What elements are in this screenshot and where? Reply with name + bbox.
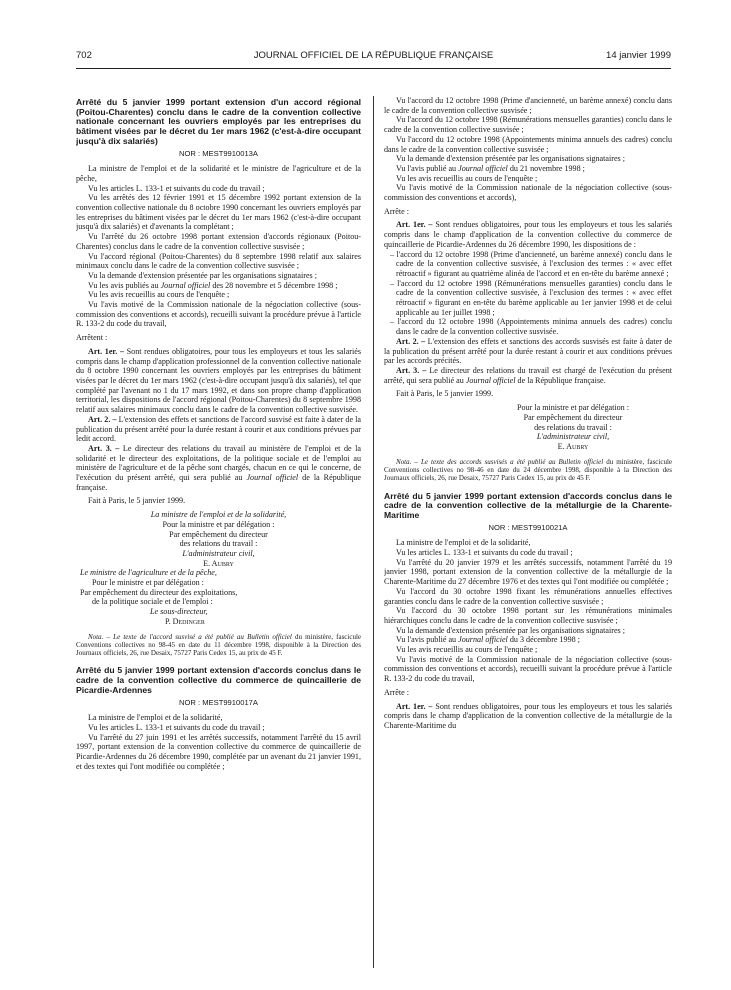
paragraph: Vu les avis recueillis au cours de l'enquête ; [396,645,538,655]
paragraph: Vu l'arrêté du 20 janvier 1979 et les arrêtés successifs, notamment l'arrêté du 19 janvier 1998, portant extension de la convention collective de la métallurgie de la Charente-Maritime du 27 décembre 1976 et des textes qui l'ont modifiée ou complétée ; [384,557,672,587]
journal-title: JOURNAL OFFICIEL DE LA RÉPUBLIQUE FRANÇAISE [253,50,494,61]
paragraph: Vu l'accord du 12 octobre 1998 (Rémunérations mensuelles garanties) conclu dans le cadre de la convention collective susvisée ; [384,115,672,135]
paragraph: Vu l'arrêté du 26 octobre 1998 portant extension d'accords régionaux (Poitou-Charentes) conclus dans le cadre de la convention collective susvisée ; [76,232,361,251]
paragraph: Vu les avis recueillis au cours de l'enquête ; [396,173,538,183]
page-header [76,50,671,64]
paragraph: Vu la demande d'extension présentée par les organisations signataires ; [396,625,625,635]
decree-title: Arrêté du 5 janvier 1999 portant extension d'un accord régional (Poitou-Charentes) conclu dans le cadre de la convention collective nationale concernant les ouvriers employés par les entreprises du bâtiment visées par le décret du 1er mars 1962 (c'est-à-dire occupant jusqu'à dix salariés) [76,98,361,146]
paragraph: La ministre de l'emploi et de la solidarité et le ministre de l'agriculture et de la pêche, [76,164,361,183]
nota: Nota. – Le texte des accords susvisés a été publié au Bulletin officiel du ministère, fascicule Conventions collectives no 98-46 en date du 24 décembre 1998, disponible à la Direction des Journaux officiels, 26, rue Desaix, 75727 Paris Cedex 15, au prix de 45 F. [384,457,672,483]
decree-quincaillerie-continued [384,96,672,483]
arrete-heading: Arrête : [384,687,409,697]
signing-place-date: Fait à Paris, le 5 janvier 1999. [88,496,186,506]
paragraph: La ministre de l'emploi et de la solidarité, [88,713,223,723]
paragraph: Vu les avis recueillis au cours de l'enquête ; [88,290,230,300]
signature-block: Pour la ministre et par délégation : Par empêchement du directeur des relations du travail : L'administrateur civil, E. Aubry [384,403,672,452]
paragraph: Vu la demande d'extension présentée par les organisations signataires ; [396,154,625,164]
signature-block-agriculture: Le ministre de l'agriculture et de la pêche, Pour le ministre et par délégation : Par empêchement du directeur des exploitations, de la politique sociale et de l'emploi : Le sous-directeur, P. Dedinger [80,568,361,626]
signing-place-date: Fait à Paris, le 5 janvier 1999. [396,389,494,399]
nor-reference: NOR : MEST9910021A [488,522,568,532]
issue-date: 14 janvier 1999 [606,50,671,61]
dash-item: – l'accord du 12 octobre 1998 (Prime d'ancienneté, un barème annexé) conclu dans le cadre de la convention collective susvisée, à l'exclusion des termes : « avec effet rétroactif » figurant au quatrième alinéa de l'accord et en en-tête du barème annexé ; [390,249,672,278]
right-column [384,96,672,980]
paragraph: La ministre de l'emploi et de la solidarité, [396,538,531,548]
paragraph: Vu l'avis motivé de la Commission nationale de la négociation collective (sous-commission des conventions et accords), recueilli suivant la procédure prévue à l'article R. 133-2 du code du travail, [76,300,361,329]
nor-reference: NOR : MEST9910013A [179,148,258,158]
paragraph: Vu l'avis publié au Journal officiel du 21 novembre 1998 ; [396,163,585,173]
paragraph: Vu l'arrêté du 27 juin 1991 et les arrêtés successifs, notamment l'arrêté du 15 avril 1997, portant extension de la convention collective du commerce de quincaillerie de Picardie-Ardennes du 26 décembre 1990, complétée par un avenant du 21 janvier 1991, et des textes qui l'ont modifiée ou complétée ; [76,732,361,771]
paragraph: Vu l'avis motivé de la Commission nationale de la négociation collective (sous-commission des conventions et accords), recueilli suivant la procédure prévue à l'article R. 133-2 du code du travail, [384,654,672,684]
nor-reference: NOR : MEST9910017A [179,697,258,707]
paragraph: Vu l'avis motivé de la Commission nationale de la négociation collective (sous-commission des conventions et accords), [384,183,672,203]
paragraph: Vu les arrêtés des 12 février 1991 et 15 décembre 1992 portant extension de la convention collective nationale du 8 octobre 1990 concernant les ouvriers employés par les entreprises du bâtiment visées par le décret du 1er mars 1962 (c'est-à-dire occupant jusqu'à dix salariés) et d'avenants la complétant ; [76,193,361,232]
article-3: Art. 3. – Le directeur des relations du travail est chargé de l'exécution du présent arrêté, qui sera publié au Journal officiel de la République française. [384,365,672,385]
article-2: Art. 2. – L'extension des effets et sanctions des accords susvisés est faite à dater de la publication du présent arrêté pour la durée restant à courir et aux conditions prévues par les accords précités. [384,336,672,366]
dash-item: – l'accord du 12 octobre 1998 (Rémunérations mensuelles garanties) conclu dans le cadre de la convention collective susvisée, à l'exclusion des termes : « avec effet rétroactif » figurant en en-tête du barème applicable au 1er janvier 1998 et de celui applicable au 1er juillet 1998 ; [390,278,672,317]
decree-metallurgie-charente-maritime [384,492,672,731]
paragraph: Vu l'accord du 12 octobre 1998 (Prime d'ancienneté, un barème annexé) conclu dans le cadre de la convention collective susvisée ; [384,96,672,115]
article-1: Art. 1er. – Sont rendues obligatoires, pour tous les employeurs et tous les salariés compris dans le champ d'application professionnel de la convention collective nationale du 8 octobre 1990 concernant les ouvriers employés par les entreprises du bâtiment visées par le décret du 1er mars 1962 (c'est-à-dire occupant jusqu'à dix salariés), tel que complété par l'avenant no 1 du 17 mars 1992, et dans son propre champ d'application territorial, les dispositions de l'accord régional (Poitou-Charentes) du 8 septembre 1998 relatif aux salaires minimaux conclu dans le cadre de la convention collective susvisée. [76,346,361,415]
paragraph: Vu les articles L. 133-1 et suivants du code du travail ; [88,183,265,193]
paragraph: Vu l'accord du 30 octobre 1998 portant sur les rémunérations minimales hiérarchiques conclu dans le cadre de la convention collective susvisée ; [384,606,672,625]
signatory-name: E. Aubry [557,441,589,451]
column-divider [373,96,374,968]
paragraph: Vu les avis publiés au Journal officiel des 28 novembre et 5 décembre 1998 ; [88,280,338,290]
paragraph: Vu l'accord régional (Poitou-Charentes) du 8 septembre 1998 relatif aux salaires minimaux conclu dans le cadre de la convention collective susvisée ; [76,251,361,271]
decree-title: Arrêté du 5 janvier 1999 portant extension d'accords conclus dans le cadre de la convention collective de la métallurgie de la Charente-Maritime [384,490,672,520]
page-number: 702 [76,50,92,61]
dash-item: – l'accord du 12 octobre 1998 (Appointements minima annuels des cadres) conclu dans le cadre de la convention collective susvisée. [390,317,672,337]
paragraph: Vu les articles L. 133-1 et suivants du code du travail ; [396,548,573,558]
article-2: Art. 2. – L'extension des effets et sanctions de l'accord susvisé est faite à dater de la publication du présent arrêté pour la durée restant à courir et aux conditions prévues par ledit accord. [76,414,361,444]
signatory-name: E. Aubry [203,558,234,568]
left-column [76,98,361,978]
article-1: Art. 1er. – Sont rendues obligatoires, pour tous les employeurs et tous les salariés compris dans le champ d'application de la convention collective de la métallurgie de la Charente-Maritime du [384,701,672,730]
header-rule [76,68,671,69]
decree-quincaillerie [76,666,361,771]
arrete-heading: Arrête : [384,206,409,216]
paragraph: Vu l'accord du 12 octobre 1998 (Appointements minima annuels des cadres) conclu dans le cadre de la convention collective susvisée ; [384,134,672,154]
paragraph: Vu la demande d'extension présentée par les organisations signataires ; [88,270,317,280]
signature-block-emploi: La ministre de l'emploi et de la solidarité, Pour la ministre et par délégation : Par empêchement du directeur des relations du travail : L'administrateur civil, E. Aubry [76,510,361,568]
decree-title: Arrêté du 5 janvier 1999 portant extension d'accords conclus dans le cadre de la convention collective du commerce de quincaillerie de Picardie-Ardennes [76,665,361,695]
article-1: Art. 1er. – Sont rendues obligatoires, pour tous les employeurs et tous les salariés compris dans le champ d'application de la convention collective du commerce de quincaillerie de Picardie-Ardennes du 26 décembre 1990, les dispositions de : [384,220,672,249]
paragraph: Vu l'accord du 30 octobre 1998 fixant les rémunérations annuelles effectives garanties conclu dans le cadre de la convention collective susvisée ; [384,586,672,606]
arrete-heading: Arrêtent : [76,333,108,343]
paragraph: Vu l'avis publié au Journal officiel du 3 décembre 1998 ; [396,635,580,645]
decree-poitou-charentes [76,98,361,657]
paragraph: Vu les articles L. 133-1 et suivants du code du travail ; [88,722,265,732]
nota: Nota. – Le texte de l'accord susvisé a été publié au Bulletin officiel du ministère, fascicule Conventions collectives no 98-45 en date du 11 décembre 1998, disponible à la Direction des Journaux officiels, 26, rue Desaix, 75727 Paris Cedex 15, au prix de 45 F. [76,632,361,658]
signatory-name: P. Dedinger [165,616,205,626]
article-3: Art. 3. – Le directeur des relations du travail au ministère de l'emploi et de la solidarité et le directeur des exploitations, de la politique sociale et de l'emploi au ministère de l'agriculture et de la pêche sont chargés, chacun en ce qui le concerne, de l'exécution du présent arrêté, qui sera publié au Journal officiel de la République française. [76,443,361,492]
